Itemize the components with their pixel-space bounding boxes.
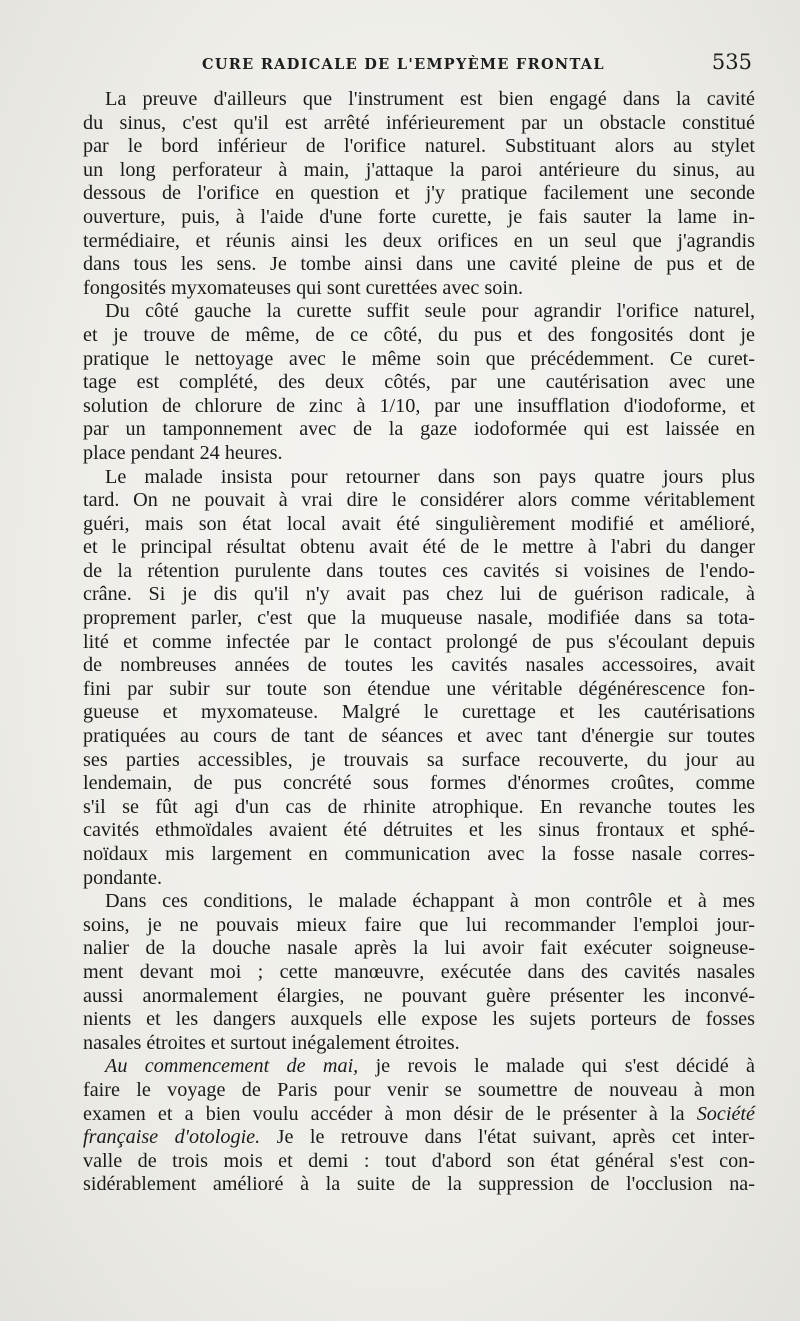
text-line: et le principal résultat obtenu avait été de le mettre à l'abri du danger xyxy=(83,536,755,559)
text-line: proprement parler, c'est que la muqueuse nasale, modifiée dans sa tota- xyxy=(83,607,755,630)
text-line: du sinus, c'est qu'il est arrêté inférieurement par un obstacle constitué xyxy=(83,111,755,134)
text-line: par le bord inférieur de l'orifice naturel. Substituant alors au stylet xyxy=(83,135,755,158)
text-line: La preuve d'ailleurs que l'instrument est bien engagé dans la cavité xyxy=(105,88,755,110)
page-header xyxy=(84,50,752,80)
body-text xyxy=(83,88,755,1197)
text-line: place pendant 24 heures. xyxy=(83,441,283,464)
text-line: nasales étroites et surtout inégalement étroites. xyxy=(83,1031,460,1054)
text-line: dessous de l'orifice en question et j'y pratique facilement une seconde xyxy=(83,182,755,205)
paragraph-2 xyxy=(83,300,755,465)
text-line: crâne. Si je dis qu'il n'y avait pas chez lui de guérison radicale, à xyxy=(83,583,755,606)
text-line: tage est complété, des deux côtés, par une cautérisation avec une xyxy=(83,371,755,394)
page-number: 535 xyxy=(711,50,752,74)
text-line: s'il se fût agi d'un cas de rhinite atrophique. En revanche toutes les xyxy=(83,795,755,818)
italic-society: Société xyxy=(696,1102,755,1125)
text-line: pratique le nettoyage avec le même soin que précédemment. Ce curet- xyxy=(83,347,755,370)
text-line: sidérablement amélioré à la suite de la suppression de l'occlusion na- xyxy=(83,1173,755,1196)
italic-society-cont: française d'otologie. xyxy=(83,1126,261,1149)
text-segment: Je le retrouve dans l'état suivant, après cet inter- xyxy=(260,1126,755,1149)
text-line xyxy=(83,1126,755,1150)
text-line: dans tous les sens. Je tombe ainsi dans une cavité pleine de pus et de xyxy=(83,253,755,276)
text-line: noïdaux mis largement en communication avec la fosse nasale corres- xyxy=(83,843,755,865)
text-line: guéri, mais son état local avait été singulièrement modifié et amélioré, xyxy=(83,512,755,535)
text-line: ment devant moi ; cette manœuvre, exécutée dans des cavités nasales xyxy=(83,960,755,983)
text-line: nalier de la douche nasale après la lui avoir fait exécuter soigneuse- xyxy=(83,937,755,960)
text-line: gueuse et myxomateuse. Malgré le curettage et les cautérisations xyxy=(83,701,755,724)
text-line xyxy=(83,1055,755,1079)
text-line: nients et les dangers auxquels elle expose les sujets porteurs de fosses xyxy=(83,1008,755,1031)
italic-date: Au commencement de mai, xyxy=(105,1055,359,1078)
running-title: CURE RADICALE DE L'EMPYÈME FRONTAL xyxy=(202,56,605,73)
text-line: Du côté gauche la curette suffit seule pour agrandir l'orifice naturel, xyxy=(105,300,755,323)
paragraph-3 xyxy=(83,466,755,891)
text-line: ses parties accessibles, je trouvais sa surface recouverte, du jour au xyxy=(83,748,755,771)
text-line: de nombreuses années de toutes les cavités nasales accessoires, avait xyxy=(83,654,755,677)
text-line: et je trouve de même, de ce côté, du pus et des fongosités dont je xyxy=(83,323,755,346)
text-line: aussi anormalement élargies, ne pouvant guère présenter les inconvé- xyxy=(83,984,755,1007)
text-line: cavités ethmoïdales avaient été détruites et les sinus frontaux et sphé- xyxy=(83,819,755,842)
text-line: un long perforateur à main, j'attaque la paroi antérieure du sinus, au xyxy=(83,158,755,181)
text-segment: examen et a bien voulu accéder à mon désir de le présenter à la xyxy=(83,1102,697,1125)
text-line: faire le voyage de Paris pour venir se soumettre de nouveau à mon xyxy=(83,1078,755,1101)
text-line: lité et comme infectée par le contact prolongé de pus s'écoulant depuis xyxy=(83,630,755,653)
text-line: fongosités myxomateuses qui sont curettées avec soin. xyxy=(83,276,524,299)
paragraph-1 xyxy=(83,88,755,300)
paragraph-4 xyxy=(83,890,755,1055)
text-line: Dans ces conditions, le malade échappant à mon contrôle et à mes xyxy=(105,890,755,913)
text-line: pratiquées au cours de tant de séances et avec tant d'énergie sur toutes xyxy=(83,725,755,748)
text-line: lendemain, de pus concrété sous formes d'énormes croûtes, comme xyxy=(83,772,755,795)
text-line: valle de trois mois et demi : tout d'abord son état général s'est con- xyxy=(83,1149,755,1172)
text-line: termédiaire, et réunis ainsi les deux orifices en un seul que j'agrandis xyxy=(83,229,755,252)
text-line: tard. On ne pouvait à vrai dire le considérer alors comme véritablement xyxy=(83,489,755,512)
paragraph-5 xyxy=(83,1055,755,1197)
text-line: fini par subir sur toute son étendue une véritable dégénérescence fon- xyxy=(83,677,755,700)
text-line: soins, je ne pouvais mieux faire que lui recommander l'emploi jour- xyxy=(83,913,755,936)
text-line: Le malade insista pour retourner dans son pays quatre jours plus xyxy=(105,465,755,488)
text-segment: je revois le malade qui s'est décidé à xyxy=(358,1055,755,1078)
text-line: solution de chlorure de zinc à 1/10, par une insufflation d'iodoforme, et xyxy=(83,394,755,417)
text-line: par un tamponnement avec de la gaze iodoformée qui est laissée en xyxy=(83,418,755,441)
text-line: ouverture, puis, à l'aide d'une forte curette, je fais sauter la lame in- xyxy=(83,205,755,228)
text-line: de la rétention purulente dans toutes ces cavités si voisines de l'endo- xyxy=(83,559,755,582)
text-line: pondante. xyxy=(83,866,163,889)
text-line xyxy=(83,1103,755,1127)
